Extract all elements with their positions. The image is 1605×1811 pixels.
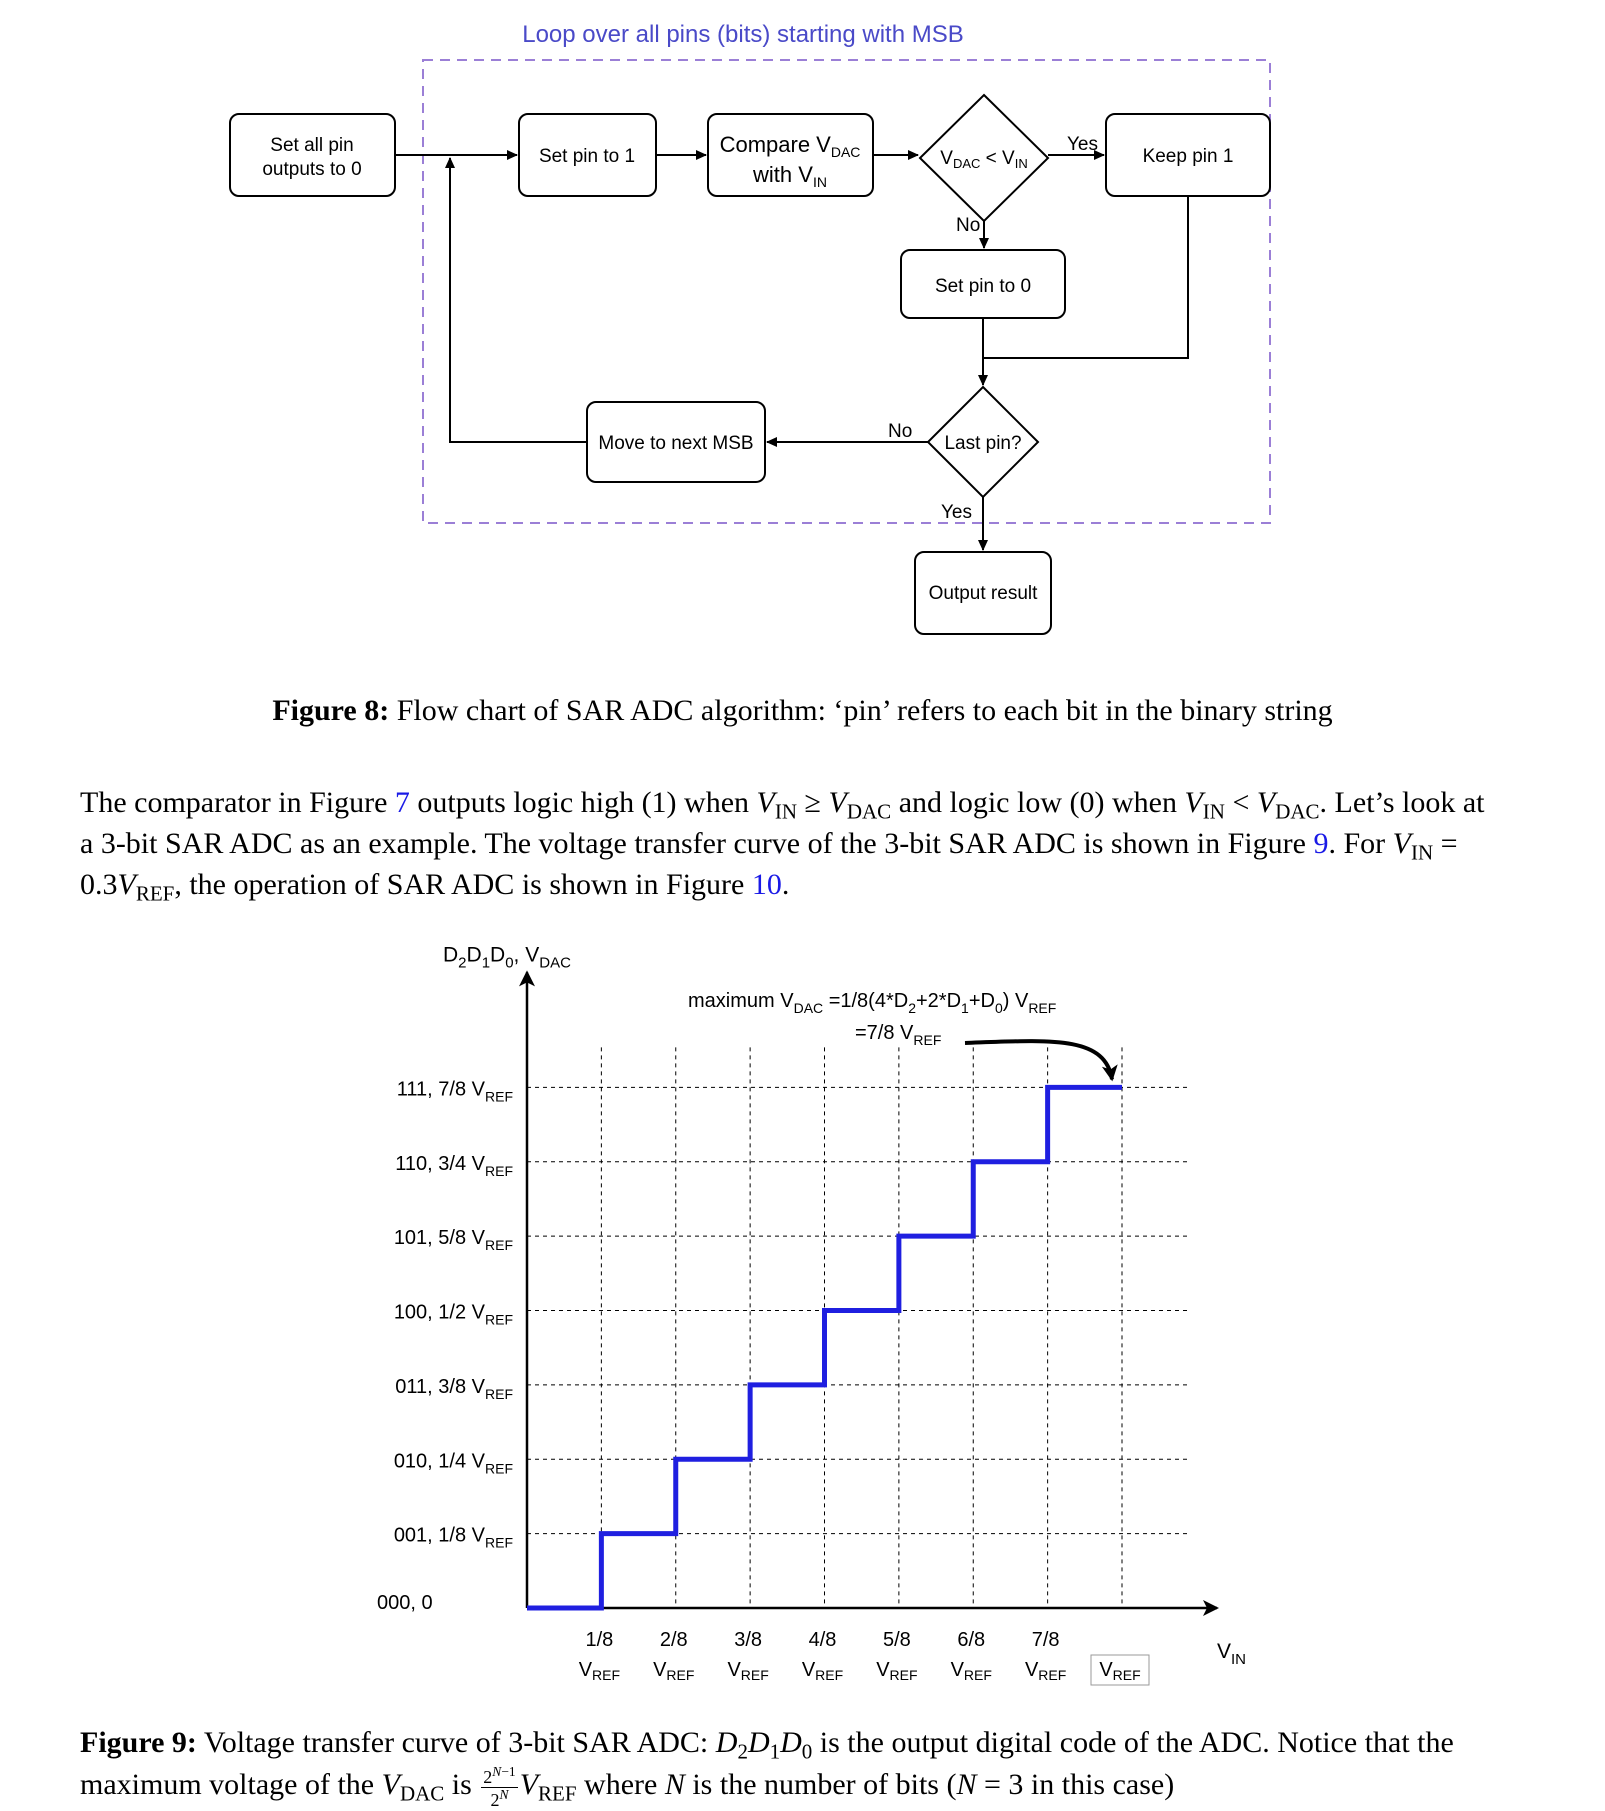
x-tick-label-bottom: $V_{REF}$ (1099, 1659, 1141, 1683)
y-tick-label: 011, 3/8 $V_{REF}$ (395, 1375, 513, 1402)
para-text-7: . (781, 868, 790, 901)
node-set-pin-0 (901, 250, 1065, 318)
node-output (915, 552, 1051, 634)
node-keep-pin-1 (1106, 114, 1270, 196)
math-sub-ref: REF (135, 881, 175, 906)
link-figure-7[interactable]: 7 (394, 786, 410, 819)
node-compare-line1: Compare $V_{DAC}$ (719, 132, 861, 160)
y-tick-label: 100, 1/2 $V_{REF}$ (393, 1301, 513, 1328)
x-tick-label-bottom: $V_{REF}$ (1024, 1659, 1067, 1683)
math-d: D (715, 1726, 738, 1759)
node-init (230, 114, 395, 196)
annotation-max-vdac-line2: =7/8 $V_{REF}$ (855, 1022, 942, 1048)
fig9-text-6: = 3 in this case) (976, 1768, 1175, 1801)
flowchart (230, 21, 1270, 634)
y-tick-label: 101, 5/8 $V_{REF}$ (393, 1227, 513, 1254)
edge-label-no-1: No (956, 215, 981, 236)
node-last-pin-label: Last pin? (944, 433, 1022, 454)
x-tick-label-top: 6/8 (957, 1629, 986, 1651)
fig9-text-2: is the output digital code of the ADC. Notice that the maximum voltage of the (80, 1726, 1454, 1801)
fig9-text-3: is (444, 1768, 480, 1801)
x-tick-label-bottom: $V_{REF}$ (876, 1659, 918, 1683)
node-compare-line2: with $V_{IN}$ (753, 162, 827, 190)
para-text-3: and logic low (0) when (891, 786, 1185, 819)
math-v: V (381, 1768, 400, 1801)
frac-num-exp: N (492, 1763, 502, 1779)
node-move-next-label: Move to next MSB (598, 433, 754, 454)
node-set-pin-1-label: Set pin to 1 (538, 146, 636, 167)
math-n: N (956, 1768, 977, 1801)
y-tick-label: 000, 0 (377, 1592, 433, 1614)
math-sub-ref: REF (538, 1781, 577, 1806)
annotation-arrow (965, 1041, 1112, 1079)
loop-label: Loop over all pins (bits) starting with MSB (522, 21, 964, 48)
x-tick-label-bottom: $V_{REF}$ (950, 1659, 992, 1683)
figure8-caption-text: Flow chart of SAR ADC algorithm: ‘pin’ refers to each bit in the binary string (389, 694, 1333, 727)
fig9-text-5: is the number of bits ( (684, 1768, 957, 1801)
math-sub-in: IN (1410, 840, 1434, 865)
frac-den-base: 2 (490, 1789, 500, 1810)
math-v: V (756, 786, 775, 819)
link-figure-9[interactable]: 9 (1313, 827, 1329, 860)
math-sub-dac: DAC (1275, 799, 1320, 824)
figure9-caption (80, 1722, 1500, 1810)
math-n: N (664, 1768, 685, 1801)
math-v: V (1184, 786, 1203, 819)
math-sub-in: IN (1202, 799, 1225, 824)
figure9-caption-label: Figure 9: (80, 1726, 197, 1759)
edge-label-no-2: No (888, 421, 913, 442)
fraction-max-vdac (481, 1765, 517, 1810)
x-tick-label-top: 4/8 (808, 1629, 837, 1651)
math-sub: 2 (737, 1739, 748, 1764)
para-text-5: . For (1328, 827, 1393, 860)
body-paragraph: The comparator in Figure 7 outputs logic high (1) when $V_{IN} \ge V_{DAC}$ and logic low (0) when $V_{IN} < V_{DAC}$. Let’s look at a 3-bit SAR ADC as an example. The voltage transfer curve of the 3-bit SAR ADC is shown in Figure 9. For $V_{IN} = 0.3V_{REF}$, the operation of SAR ADC is shown in Figure 10. (80, 786, 1485, 906)
math-v: V (828, 786, 847, 819)
y-axis-title: $D_2D_1D_0$, $V_{DAC}$ (443, 943, 571, 972)
x-tick-label-bottom: $V_{REF}$ (727, 1659, 769, 1683)
para-text-4: Let’s look at a 3-bit SAR ADC as an example. The voltage transfer curve of the 3-bit SAR ADC is shown in Figure (80, 786, 1485, 860)
flow-edges (395, 155, 1188, 550)
math-sub: 1 (769, 1739, 781, 1764)
y-tick-label: 111, 7/8 $V_{REF}$ (396, 1078, 513, 1105)
edge-label-yes-2: Yes (941, 502, 972, 523)
edge-next-loop (450, 158, 587, 442)
frac-num-base: 2 (483, 1766, 493, 1787)
math-v: V (117, 868, 136, 901)
x-tick-label-bottom: $V_{REF}$ (578, 1659, 621, 1683)
math-sub-in: IN (774, 799, 798, 824)
x-tick-label-top: 3/8 (734, 1629, 763, 1651)
link-figure-10[interactable]: 10 (751, 868, 782, 901)
figure8-caption-label: Figure 8: (272, 694, 390, 727)
node-compare (708, 114, 873, 196)
math-d: D (780, 1726, 802, 1759)
node-keep-pin-1-label: Keep pin 1 (1142, 146, 1234, 167)
x-tick-label-top: 1/8 (585, 1629, 614, 1651)
node-init-line2: outputs to 0 (262, 159, 362, 180)
x-tick-label-bottom: $V_{REF}$ (801, 1659, 844, 1683)
math-lt: < (1224, 786, 1257, 819)
x-axis-title: $V_{IN}$ (1217, 1640, 1247, 1668)
fig9-text-4: where (576, 1768, 665, 1801)
x-tick-label-bottom: $V_{REF}$ (653, 1659, 695, 1683)
math-eq: = 0.3 (80, 827, 1458, 901)
node-output-label: Output result (928, 583, 1038, 604)
fig9-text-1: Voltage transfer curve of 3-bit SAR ADC: (196, 1726, 716, 1759)
x-tick-label-top: 2/8 (659, 1629, 688, 1651)
math-sub-dac: DAC (399, 1781, 445, 1806)
math-sub: 0 (801, 1739, 813, 1764)
para-text-1: The comparator in Figure (80, 786, 395, 819)
math-geq: ≥ (797, 786, 829, 819)
frac-num-rest: −1 (501, 1763, 516, 1779)
y-tick-label: 010, 1/4 $V_{REF}$ (393, 1450, 513, 1477)
math-v: V (1256, 786, 1276, 819)
node-move-next (587, 402, 765, 482)
edge-label-yes-1: Yes (1067, 134, 1098, 155)
node-last-pin (928, 387, 1038, 497)
node-set-pin-0-label: Set pin to 0 (934, 276, 1032, 297)
decision-compare-label: $V_{DAC} < V_{IN}$ (940, 148, 1028, 171)
node-init-line1: Set all pin (270, 135, 354, 156)
transfer-curve-chart (377, 943, 1246, 1685)
x-tick-label-top: 7/8 (1031, 1629, 1060, 1651)
node-set-pin-1 (519, 114, 656, 196)
y-tick-label: 110, 3/4 $V_{REF}$ (395, 1152, 513, 1179)
para-text-6: , the operation of SAR ADC is shown in Figure (174, 868, 752, 901)
figure8-caption (0, 692, 1605, 730)
math-v: V (1392, 827, 1411, 860)
frac-den-exp: N (499, 1786, 509, 1802)
node-decision-compare (920, 95, 1048, 221)
x-tick-label-top: 5/8 (882, 1629, 911, 1651)
math-v: V (519, 1768, 539, 1801)
math-d: D (747, 1726, 770, 1759)
annotation-max-vdac-line1: maximum $V_{DAC} =1/8(4*D_2+2*D_1+D_0)$ $V_{REF}$ (688, 990, 1057, 1016)
para-text-2: outputs logic high (1) when (409, 786, 757, 819)
y-tick-label: 001, 1/8 $V_{REF}$ (393, 1524, 513, 1551)
math-sub-dac: DAC (846, 799, 892, 824)
